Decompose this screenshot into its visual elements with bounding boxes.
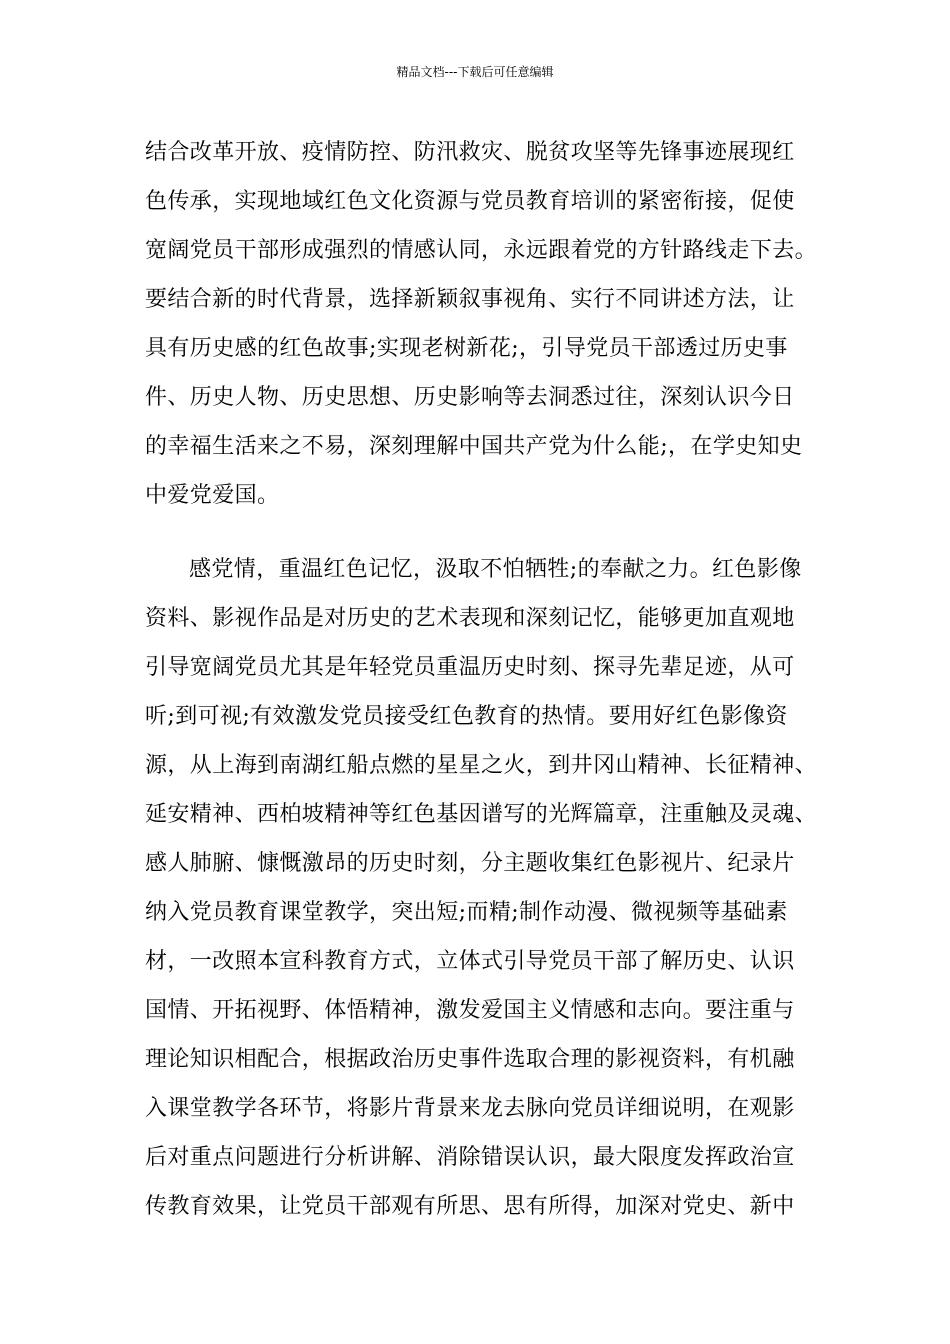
paragraph-line: 结合改革开放、疫情防控、防汛救灾、脱贫攻坚等先锋事迹展现红 [145, 140, 795, 165]
paragraph-line: 引导宽阔党员尤其是年轻党员重温历史时刻、探寻先辈足迹，从可 [145, 655, 795, 680]
paragraph-gap [145, 520, 815, 545]
paragraph-line: 入课堂教学各环节，将影片背景来龙去脉向党员详细说明，在观影 [145, 1096, 795, 1121]
paragraph-line: 理论知识相配合，根据政治历史事件选取合理的影视资料，有机融 [145, 1047, 795, 1072]
paragraph-line: 的幸福生活来之不易，深刻理解中国共产党为什么能;，在学史知史 [145, 434, 803, 459]
paragraph-line: 资料、影视作品是对历史的艺术表现和深刻记忆，能够更加直观地 [145, 606, 795, 631]
paragraph-line: 中爱党爱国。 [145, 483, 280, 508]
document-body [145, 128, 818, 1231]
paragraph-1 [145, 128, 818, 520]
paragraph-line: 听;到可视;有效激发党员接受红色教育的热情。要用好红色影像资 [145, 704, 788, 729]
paragraph-line: 色传承，实现地域红色文化资源与党员教育培训的紧密衔接，促使 [145, 189, 795, 214]
paragraph-line: 源，从上海到南湖红船点燃的星星之火，到井冈山精神、长征精神、 [145, 753, 818, 778]
paragraph-line: 具有历史感的红色故事;实现老树新花;，引导党员干部透过历史事 [145, 336, 788, 361]
page-header: 精品文档---下载后可任意编辑 [396, 65, 554, 79]
paragraph-line: 宽阔党员干部形成强烈的情感认同，永远跟着党的方针路线走下去。 [145, 238, 818, 263]
paragraph-line: 感党情，重温红色记忆，汲取不怕牺牲;的奉献之力。红色影像 [189, 557, 802, 582]
paragraph-line: 后对重点问题进行分析讲解、消除错误认识，最大限度发挥政治宣 [145, 1145, 795, 1170]
paragraph-line: 材，一改照本宣科教育方式，立体式引导党员干部了解历史、认识 [145, 949, 795, 974]
paragraph-line: 感人肺腑、慷慨激昂的历史时刻，分主题收集红色影视片、纪录片 [145, 851, 795, 876]
paragraph-line: 国情、开拓视野、体悟精神，激发爱国主义情感和志向。要注重与 [145, 998, 795, 1023]
paragraph-line: 纳入党员教育课堂教学，突出短;而精;制作动漫、微视频等基础素 [145, 900, 788, 925]
paragraph-2 [145, 545, 818, 1231]
paragraph-line: 传教育效果，让党员干部观有所思、思有所得，加深对党史、新中 [145, 1194, 795, 1219]
paragraph-line: 件、历史人物、历史思想、历史影响等去洞悉过往，深刻认识今日 [145, 385, 795, 410]
paragraph-line: 延安精神、西柏坡精神等红色基因谱写的光辉篇章，注重触及灵魂、 [145, 802, 818, 827]
paragraph-line: 要结合新的时代背景，选择新颖叙事视角、实行不同讲述方法，让 [145, 287, 795, 312]
